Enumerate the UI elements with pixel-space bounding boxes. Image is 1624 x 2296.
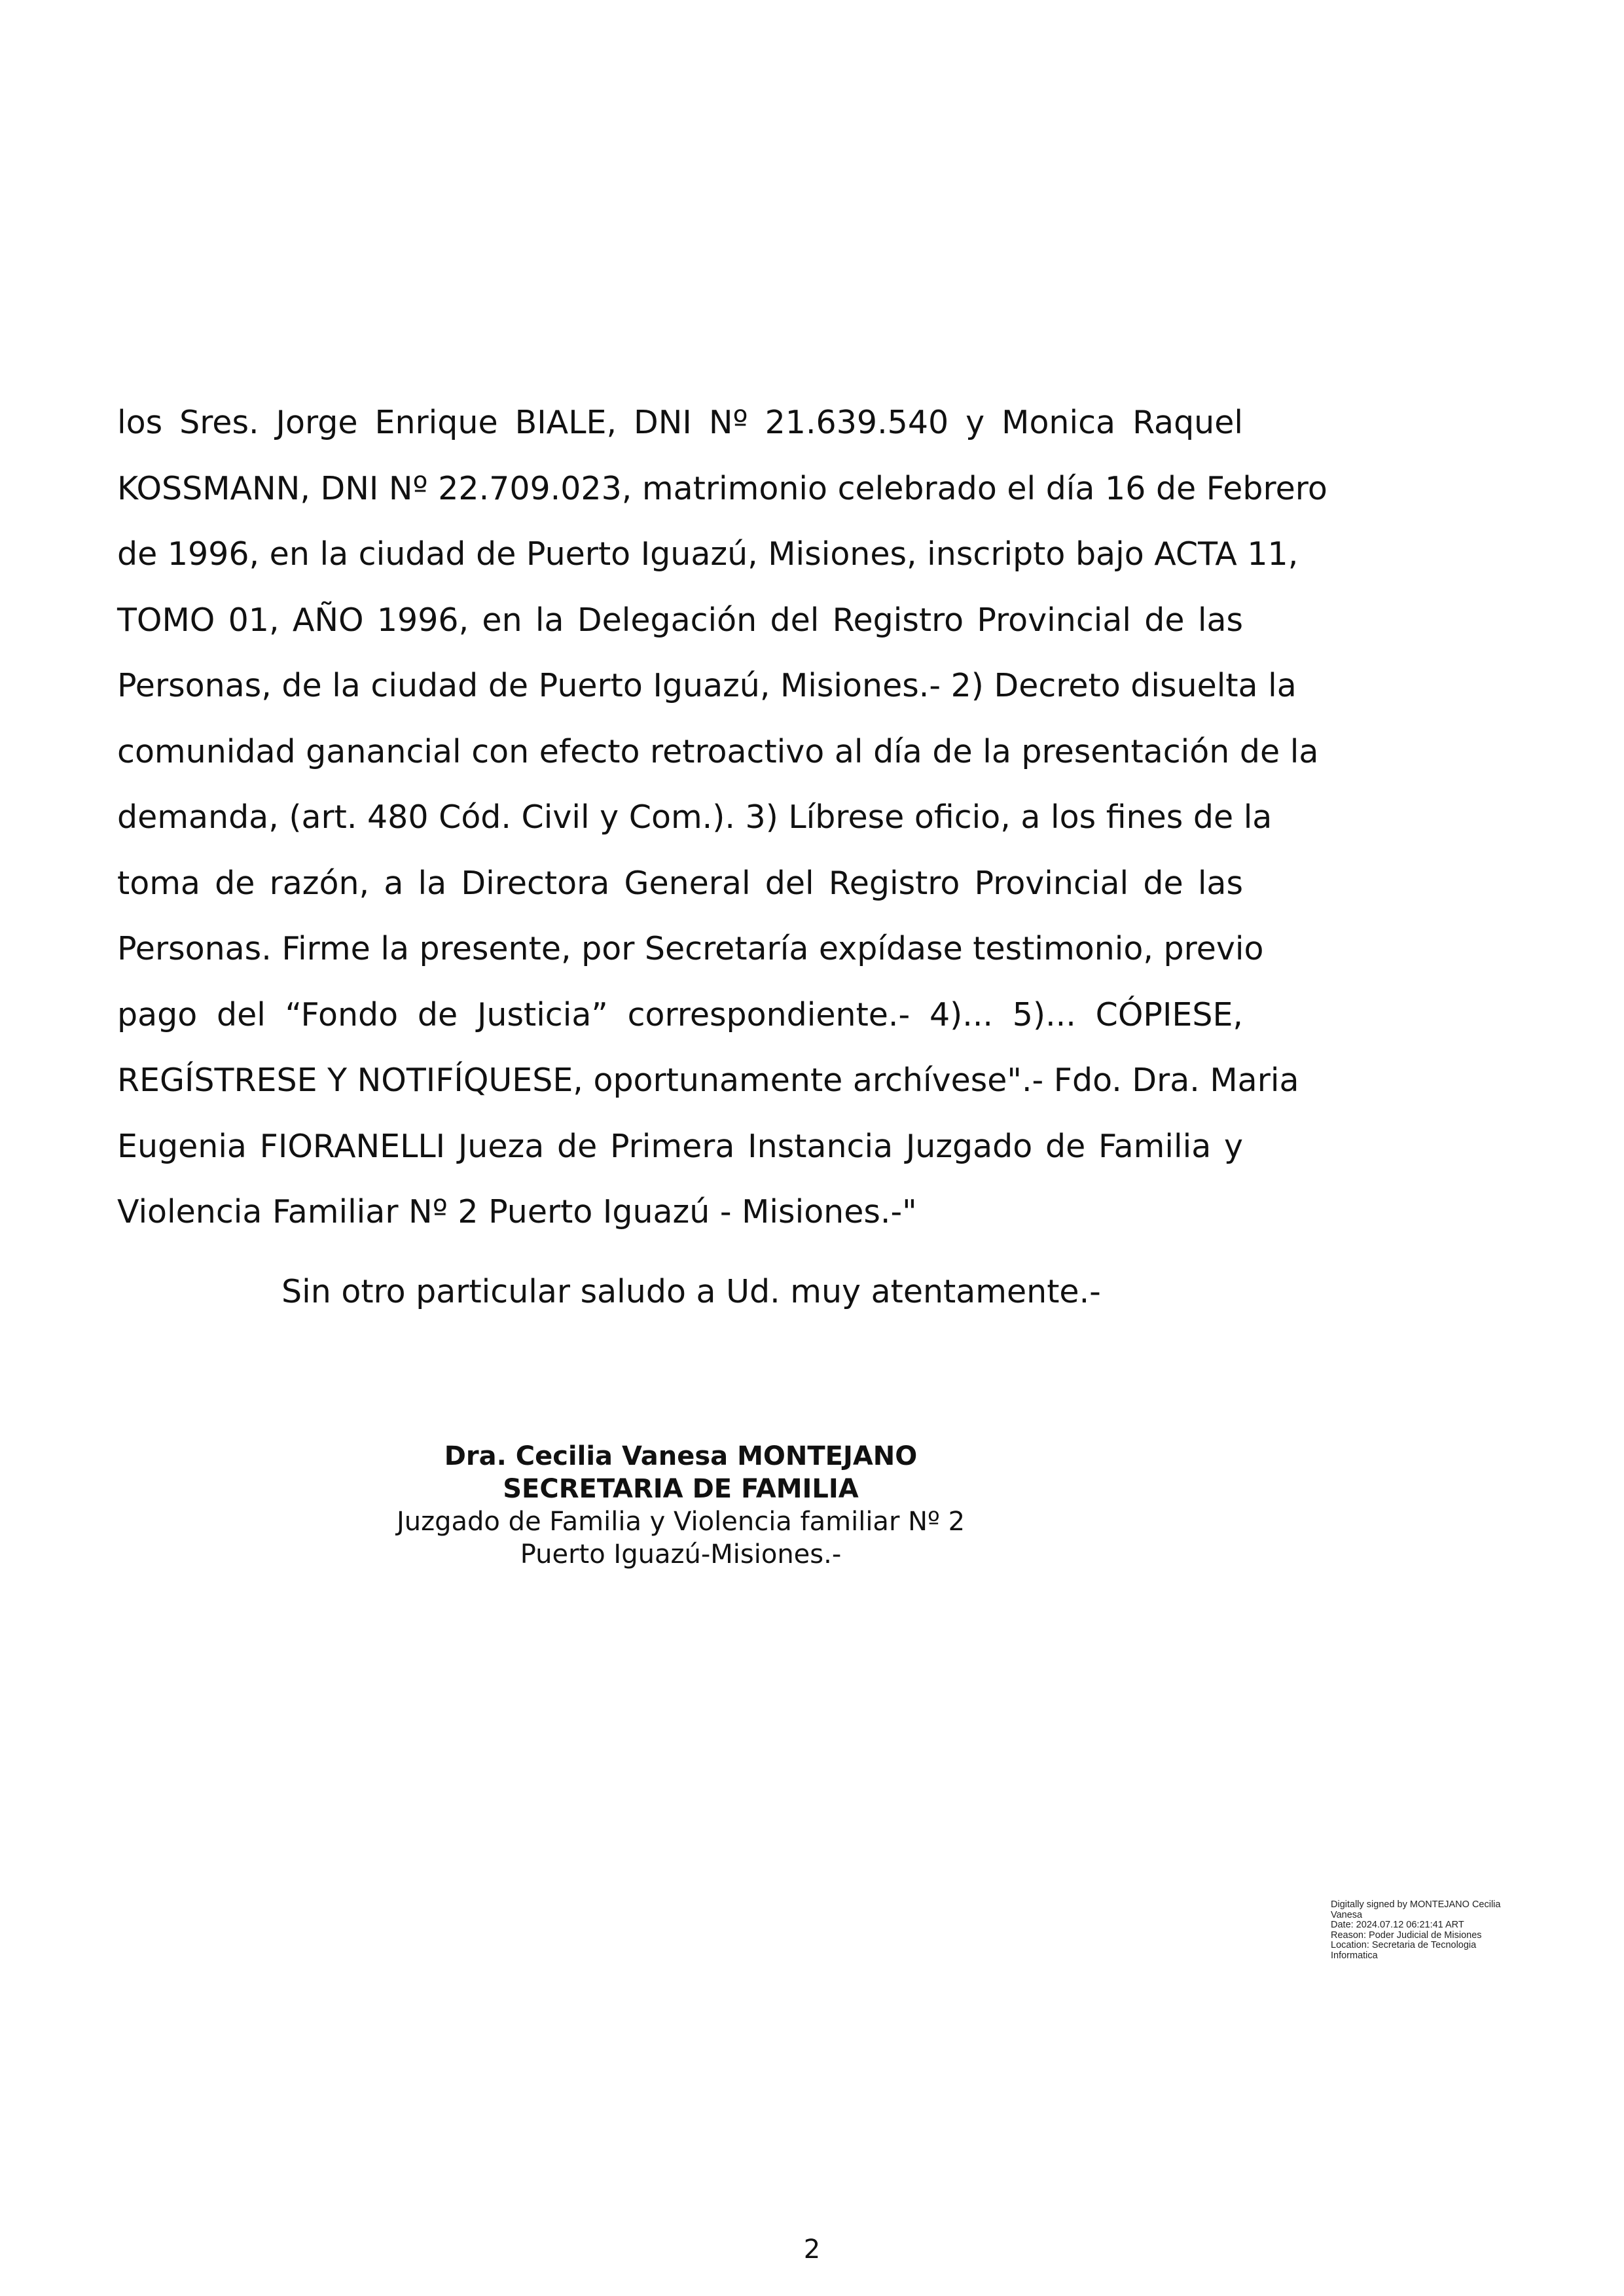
digital-signature-stamp (1331, 1900, 1540, 1961)
text-line: los Sres. Jorge Enrique BIALE, DNI Nº 21.639.540 y Monica Raquel (117, 404, 1243, 441)
stamp-line: Digitally signed by MONTEJANO Cecilia (1331, 1899, 1501, 1910)
stamp-line: Vanesa (1331, 1909, 1363, 1920)
closing-salutation: Sin otro particular saludo a Ud. muy atentamente.- (281, 1273, 1101, 1310)
signer-court: Juzgado de Familia y Violencia familiar Nº 2 (396, 1507, 965, 1537)
signature-block (353, 1440, 1008, 1571)
text-line: comunidad ganancial con efecto retroactivo al día de la presentación de la (117, 732, 1319, 770)
text-line: REGÍSTRESE Y NOTIFÍQUESE, oportunamente archívese".- Fdo. Dra. Maria (117, 1062, 1299, 1099)
stamp-line: Informatica (1331, 1950, 1378, 1961)
stamp-line: Location: Secretaria de Tecnologia (1331, 1940, 1477, 1950)
signer-title: SECRETARIA DE FAMILIA (503, 1474, 859, 1504)
page-number: 2 (803, 2234, 821, 2265)
text-line: de 1996, en la ciudad de Puerto Iguazú, Misiones, inscripto bajo ACTA 11, (117, 535, 1299, 573)
text-line: demanda, (art. 480 Cód. Civil y Com.). 3) Líbrese oficio, a los fines de la (117, 798, 1272, 836)
text-line: pago del “Fondo de Justicia” correspondiente.- 4)... 5)... CÓPIESE, (117, 996, 1243, 1033)
text-line: TOMO 01, AÑO 1996, en la Delegación del Registro Provincial de las (117, 601, 1243, 639)
text-line: KOSSMANN, DNI Nº 22.709.023, matrimonio celebrado el día 16 de Febrero (117, 469, 1327, 507)
resolution-text (117, 390, 1327, 1246)
text-line: Violencia Familiar Nº 2 Puerto Iguazú - Misiones.-" (117, 1193, 917, 1230)
stamp-line: Reason: Poder Judicial de Misiones (1331, 1929, 1482, 1941)
stamp-line: Date: 2024.07.12 06:21:41 ART (1331, 1920, 1464, 1930)
text-line: toma de razón, a la Directora General del Registro Provincial de las (117, 864, 1243, 902)
text-line: Personas, de la ciudad de Puerto Iguazú, Misiones.- 2) Decreto disuelta la (117, 667, 1297, 704)
signer-place: Puerto Iguazú-Misiones.- (520, 1539, 842, 1570)
text-line: Eugenia FIORANELLI Jueza de Primera Instancia Juzgado de Familia y (117, 1127, 1243, 1165)
signer-name: Dra. Cecilia Vanesa MONTEJANO (444, 1441, 918, 1471)
text-line: Personas. Firme la presente, por Secretaría expídase testimonio, previo (117, 930, 1264, 967)
